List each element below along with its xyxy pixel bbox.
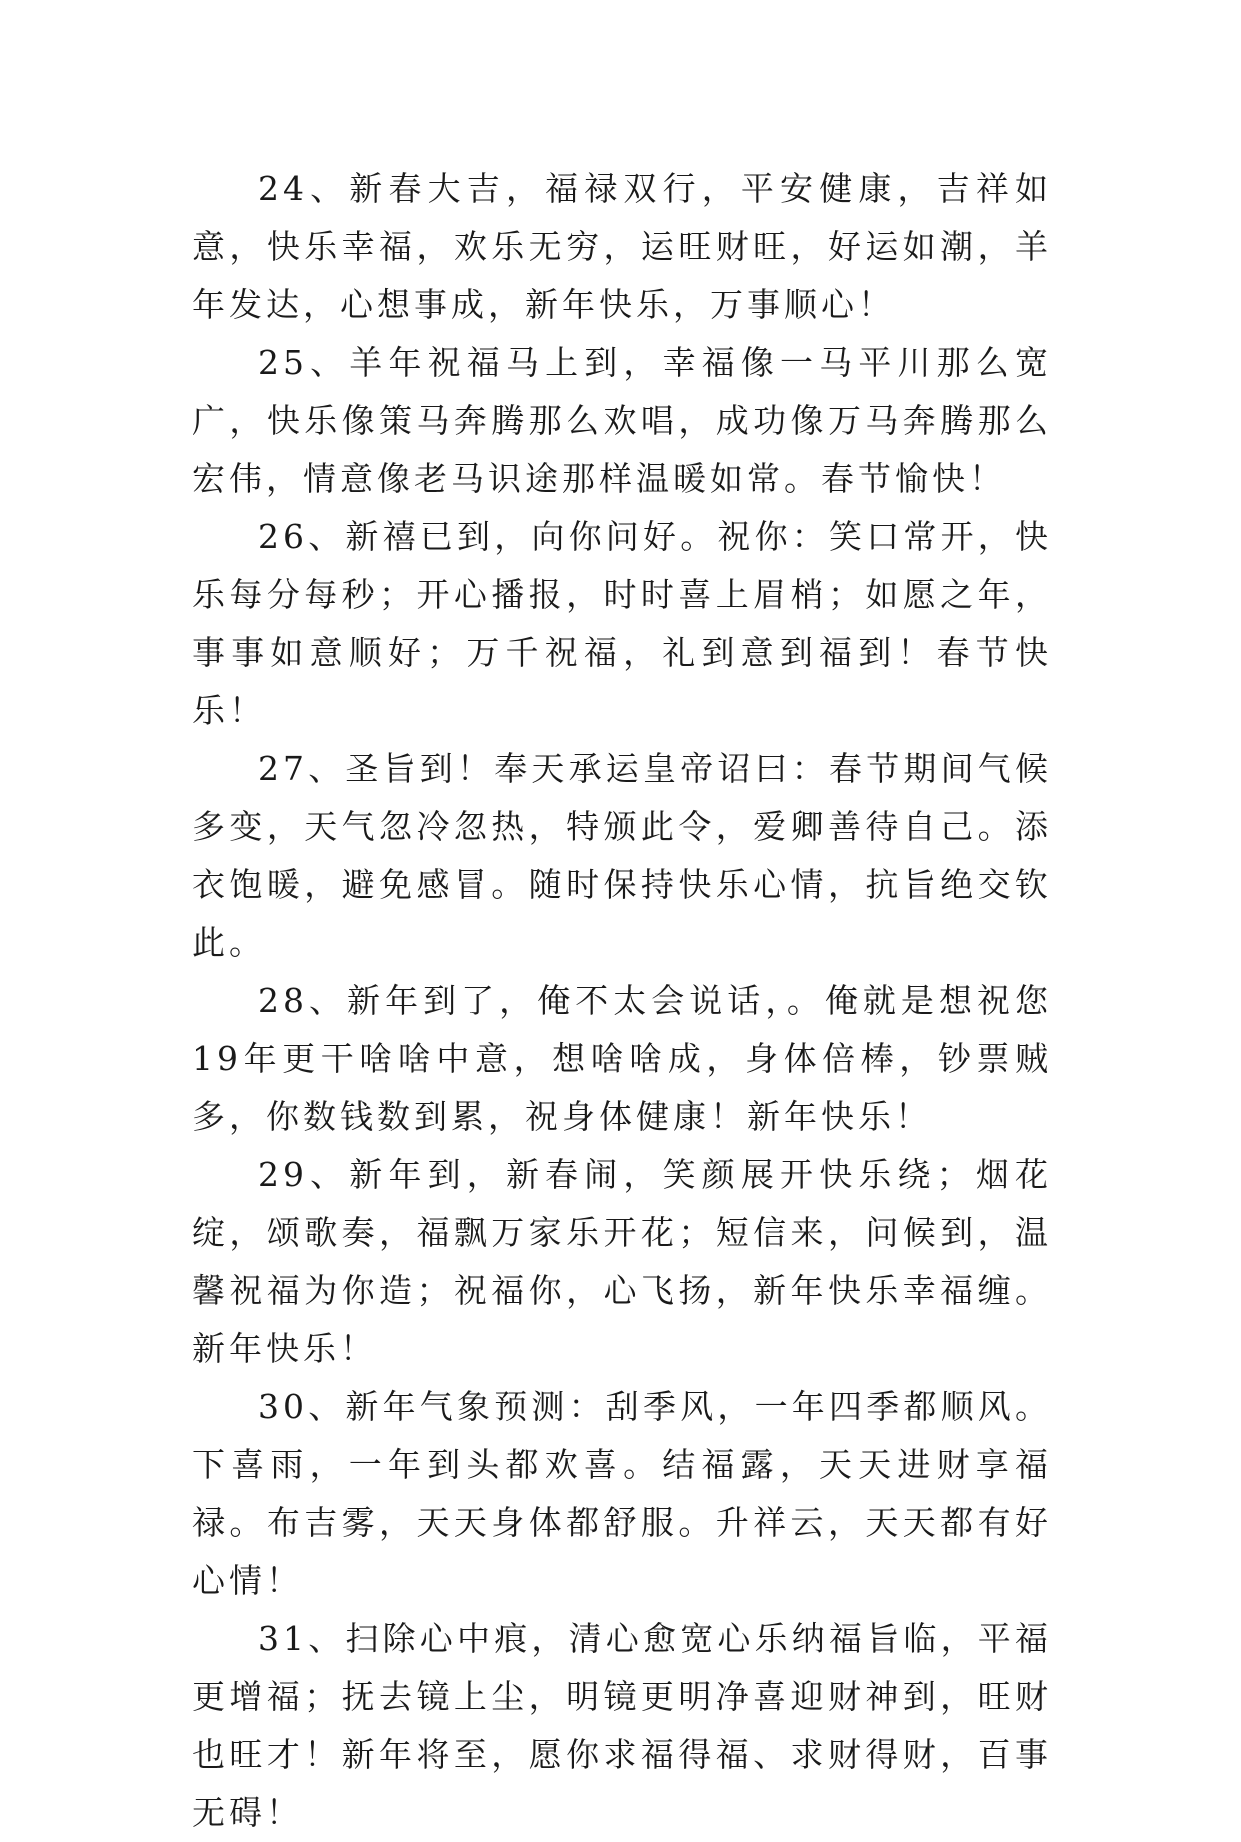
paragraph-30: 30、新年气象预测：刮季风，一年四季都顺风。下喜雨，一年到头都欢喜。结福露，天天进财享福禄。布吉雾，天天身体都舒服。升祥云，天天都有好心情！	[192, 1387, 1052, 1600]
paragraph-28: 28、新年到了，俺不太会说话，。俺就是想祝您19年更干啥啥中意，想啥啥成，身体倍棒，钞票贼多，你数钱数到累，祝身体健康！新年快乐！	[192, 981, 1052, 1136]
paragraph-25: 25、羊年祝福马上到，幸福像一马平川那么宽广，快乐像策马奔腾那么欢唱，成功像万马奔腾那么宏伟，情意像老马识途那样温暖如常。春节愉快！	[192, 343, 1052, 498]
paragraph-31: 31、扫除心中痕，清心愈宽心乐纳福旨临，平福更增福；抚去镜上尘，明镜更明净喜迎财神到，旺财也旺才！新年将至，愿你求福得福、求财得财，百事无碍！	[192, 1619, 1052, 1832]
document-body	[192, 160, 1052, 1842]
paragraph-29: 29、新年到，新春闹，笑颜展开快乐绕；烟花绽，颂歌奏，福飘万家乐开花；短信来，问候到，温馨祝福为你造；祝福你，心飞扬，新年快乐幸福缠。新年快乐！	[192, 1155, 1052, 1368]
paragraph-27: 27、圣旨到！奉天承运皇帝诏曰：春节期间气候多变，天气忽冷忽热，特颁此令，爱卿善待自己。添衣饱暖，避免感冒。随时保持快乐心情，抗旨绝交钦此。	[192, 749, 1052, 962]
paragraph-24: 24、新春大吉，福禄双行，平安健康，吉祥如意，快乐幸福，欢乐无穷，运旺财旺，好运如潮，羊年发达，心想事成，新年快乐，万事顺心！	[192, 169, 1052, 324]
paragraph-26: 26、新禧已到，向你问好。祝你：笑口常开，快乐每分每秒；开心播报，时时喜上眉梢；如愿之年，事事如意顺好；万千祝福，礼到意到福到！春节快乐！	[192, 517, 1052, 730]
